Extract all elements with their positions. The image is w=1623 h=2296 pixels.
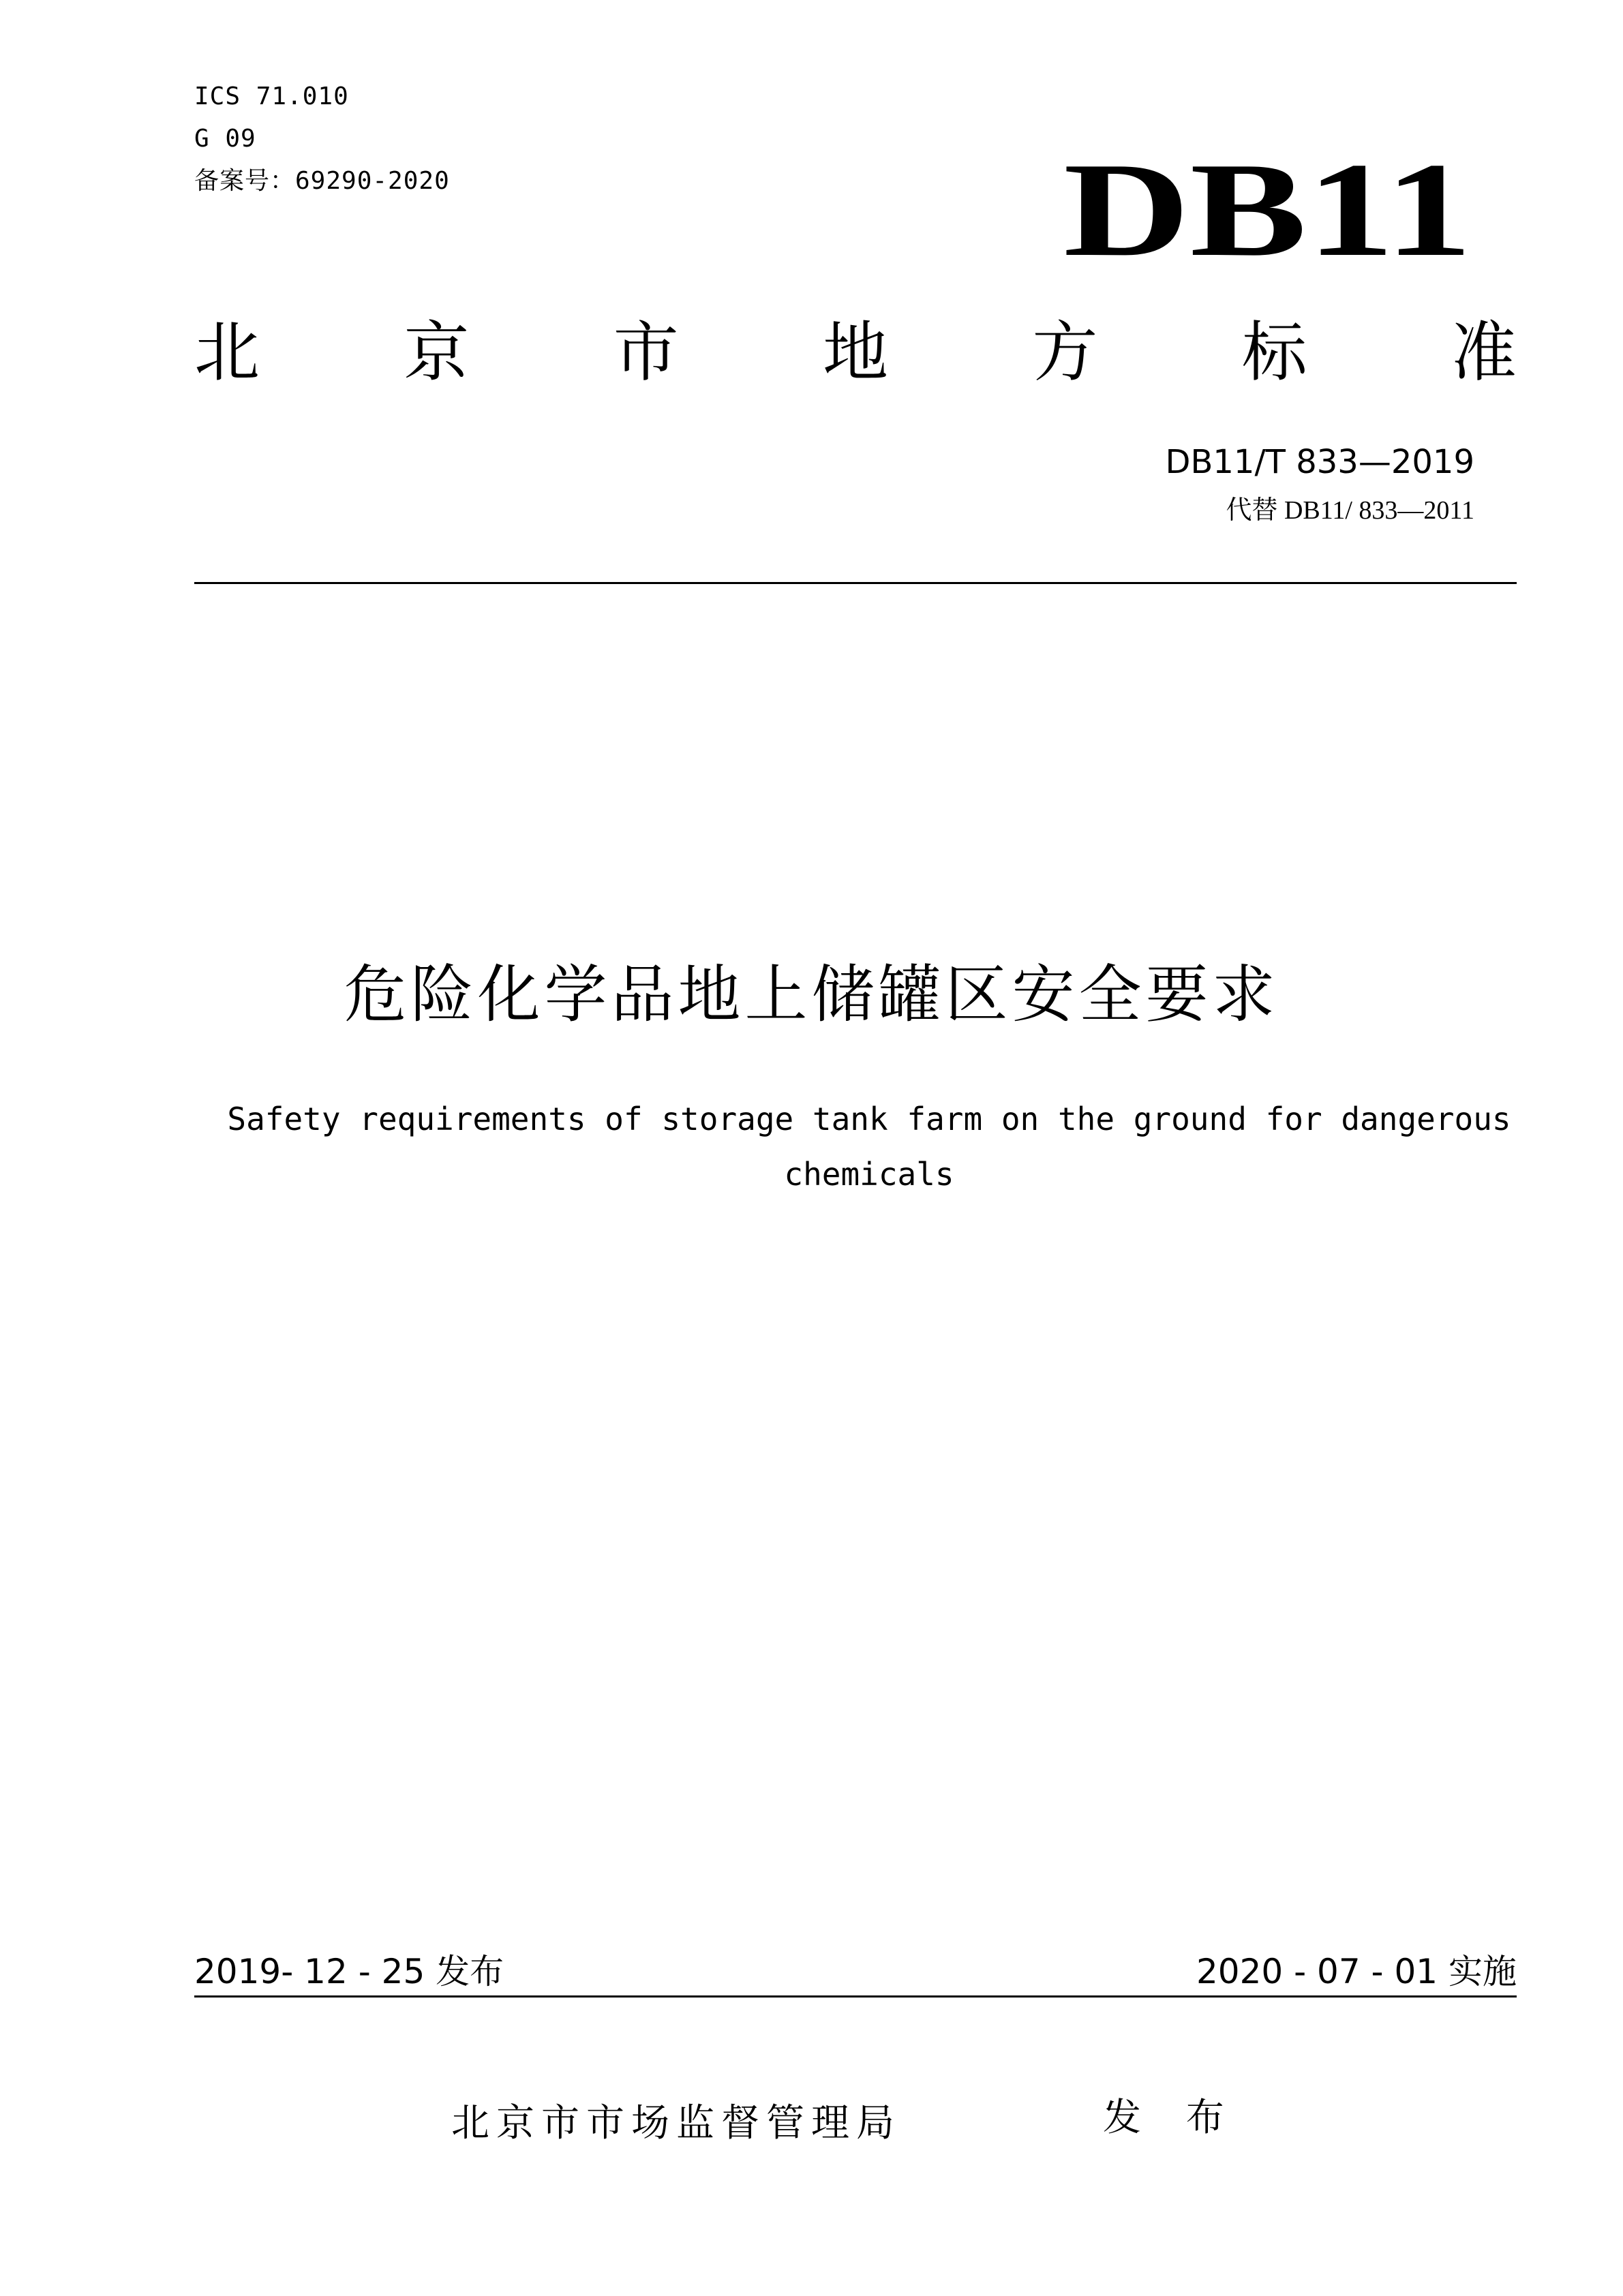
standard-type-char: 方 [1032, 314, 1098, 391]
ics-code: ICS 71.010 [194, 82, 349, 110]
standard-type-char: 标 [1241, 314, 1307, 391]
classification-code: G 09 [194, 125, 256, 153]
document-title-english-line-2: chemicals [784, 1156, 954, 1193]
document-title-chinese: 危险化学品地上储罐区安全要求 [344, 958, 1279, 1031]
bottom-divider [194, 1995, 1517, 1997]
issuing-authority: 北京市市场监督管理局 [451, 2101, 901, 2145]
standard-code-logo [1050, 135, 1486, 285]
standard-code-text: DB11 [1063, 135, 1472, 284]
replaces-standard: 代替 DB11/ 833—2011 [1226, 496, 1474, 525]
standard-type-heading [194, 308, 1517, 397]
standard-type-char: 市 [613, 314, 679, 391]
filing-number: 备案号：69290-2020 [194, 167, 450, 195]
document-title-english-line-1: Safety requirements of storage tank farm on the ground for dangerous [227, 1101, 1511, 1137]
document-number: DB11/T 833—2019 [1165, 443, 1474, 481]
standard-type-char: 准 [1451, 314, 1517, 391]
issue-date: 2019- 12 - 25 发布 [194, 1952, 504, 1991]
standard-type-char: 京 [404, 314, 470, 391]
effective-date: 2020 - 07 - 01 实施 [1196, 1952, 1517, 1991]
standard-type-char: 北 [194, 314, 260, 391]
issue-label: 发 布 [1103, 2096, 1241, 2140]
standard-type-char: 地 [822, 314, 888, 391]
top-divider [194, 582, 1517, 584]
